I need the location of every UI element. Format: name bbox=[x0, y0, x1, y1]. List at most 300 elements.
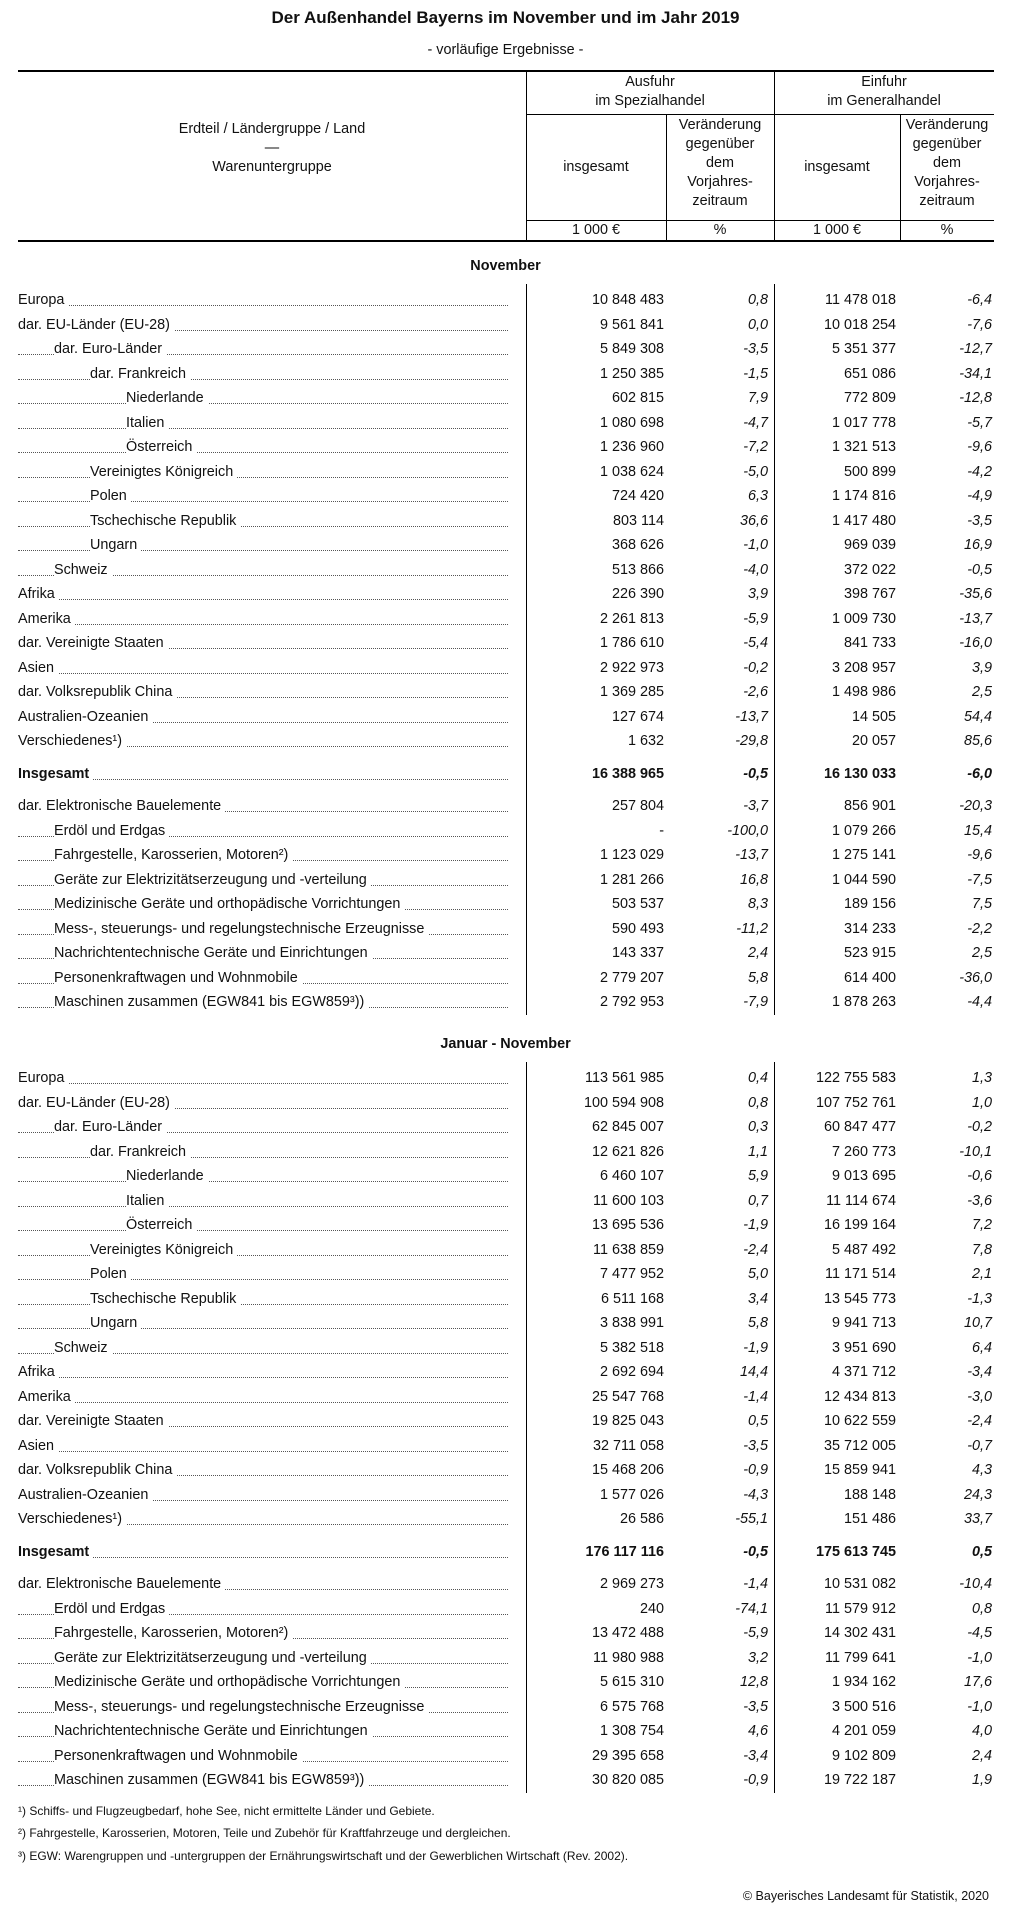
ausfuhr-change: 0,5 bbox=[747, 1413, 768, 1429]
row-label bbox=[18, 1189, 508, 1213]
table-row bbox=[18, 1621, 994, 1645]
row-label bbox=[18, 1140, 508, 1164]
einfuhr-value: 9 941 713 bbox=[831, 1315, 896, 1331]
ausfuhr-value: 6 460 107 bbox=[599, 1168, 664, 1184]
ausfuhr-change: -4,0 bbox=[743, 561, 768, 578]
einfuhr-value: 500 899 bbox=[843, 463, 896, 480]
table-row bbox=[18, 484, 994, 508]
row-label bbox=[18, 1287, 508, 1311]
table-row bbox=[18, 1336, 994, 1360]
table-row bbox=[18, 1091, 994, 1115]
einfuhr-value: 14 302 431 bbox=[823, 1625, 896, 1641]
table-row bbox=[18, 1140, 994, 1164]
ausfuhr-change: 8,3 bbox=[747, 896, 768, 912]
ausfuhr-value: 1 123 029 bbox=[599, 847, 664, 863]
table-header bbox=[18, 70, 994, 242]
einfuhr-change: -1,3 bbox=[967, 1290, 992, 1307]
row-label-text: Polen bbox=[90, 1266, 131, 1282]
ausfuhr-value: 29 395 658 bbox=[591, 1747, 664, 1764]
einfuhr-change: -4,5 bbox=[967, 1625, 992, 1641]
row-label bbox=[18, 843, 508, 867]
leader-dots bbox=[18, 1402, 508, 1403]
table-row bbox=[18, 794, 994, 818]
row-label bbox=[18, 386, 508, 410]
ausfuhr-change: 0,7 bbox=[747, 1192, 768, 1209]
footnote-3: ³) EGW: Warengruppen und -untergruppen der Ernährungswirtschaft und der Gewerblichen Wirtschaft (Rev. 2002). bbox=[18, 1849, 629, 1863]
row-label-text: Schweiz bbox=[54, 562, 112, 578]
row-label bbox=[18, 1540, 508, 1564]
table-row bbox=[18, 1311, 994, 1335]
leader-dots bbox=[18, 673, 508, 674]
table-row bbox=[18, 729, 994, 753]
ausfuhr-value: 513 866 bbox=[611, 561, 664, 578]
table-row bbox=[18, 917, 994, 941]
row-label-text: Personenkraftwagen und Wohnmobile bbox=[54, 1748, 302, 1764]
einfuhr-value: 1 044 590 bbox=[831, 871, 896, 888]
ausfuhr-change: 16,8 bbox=[739, 871, 768, 888]
ausfuhr-change: -55,1 bbox=[735, 1511, 768, 1527]
ausfuhr-change: -3,7 bbox=[743, 798, 768, 814]
row-label bbox=[18, 1572, 508, 1596]
ausfuhr-value: 602 815 bbox=[611, 390, 664, 406]
row-label-text: Mess-, steuerungs- und regelungstechnische Erzeugnisse bbox=[54, 1699, 428, 1715]
einfuhr-value: 9 102 809 bbox=[831, 1747, 896, 1764]
einfuhr-value: 16 199 164 bbox=[823, 1217, 896, 1233]
ausfuhr-value: 6 511 168 bbox=[601, 1290, 664, 1307]
ausfuhr-change: -7,2 bbox=[743, 439, 768, 455]
table-row bbox=[18, 762, 994, 786]
row-label bbox=[18, 1115, 508, 1139]
einfuhr-change: -3,4 bbox=[967, 1364, 992, 1380]
einfuhr-value: 3 208 957 bbox=[831, 659, 896, 676]
table-row bbox=[18, 1507, 994, 1531]
einfuhr-value: 9 013 695 bbox=[831, 1168, 896, 1184]
ausfuhr-value: 127 674 bbox=[611, 708, 664, 725]
table-row bbox=[18, 1213, 994, 1237]
ausfuhr-value: 62 845 007 bbox=[591, 1119, 664, 1135]
ausfuhr-value: 11 638 859 bbox=[593, 1241, 664, 1258]
table-row bbox=[18, 607, 994, 631]
ausfuhr-change: -4,3 bbox=[743, 1486, 768, 1503]
einfuhr-change: 4,3 bbox=[971, 1462, 992, 1478]
row-label bbox=[18, 435, 508, 459]
row-label bbox=[18, 1458, 508, 1482]
ausfuhr-value: 143 337 bbox=[611, 945, 664, 961]
table-row bbox=[18, 362, 994, 386]
einfuhr-change: 3,9 bbox=[971, 659, 992, 676]
einfuhr-change: 15,4 bbox=[963, 822, 992, 839]
row-label bbox=[18, 762, 508, 786]
row-label-text: Verschiedenes¹) bbox=[18, 1511, 126, 1527]
ausfuhr-value: 15 468 206 bbox=[591, 1462, 664, 1478]
row-label-text: dar. Vereinigte Staaten bbox=[18, 1413, 168, 1429]
einfuhr-change: -3,5 bbox=[967, 512, 992, 529]
table-row bbox=[18, 313, 994, 337]
table-row bbox=[18, 656, 994, 680]
table-row bbox=[18, 819, 994, 843]
table-row bbox=[18, 1262, 994, 1286]
ausfuhr-change: -2,4 bbox=[743, 1241, 768, 1258]
row-label-text: dar. Frankreich bbox=[90, 366, 190, 382]
einfuhr-change: 1,0 bbox=[971, 1094, 992, 1111]
row-label bbox=[18, 460, 508, 484]
einfuhr-change: -1,0 bbox=[967, 1649, 992, 1666]
ausfuhr-value: 19 825 043 bbox=[591, 1413, 664, 1429]
row-label-text: Afrika bbox=[18, 586, 59, 602]
ausfuhr-change: 14,4 bbox=[739, 1364, 768, 1380]
einfuhr-change: 2,4 bbox=[971, 1747, 992, 1764]
row-label-text: Nachrichtentechnische Geräte und Einrichtungen bbox=[54, 1723, 372, 1739]
table-row bbox=[18, 705, 994, 729]
row-label bbox=[18, 1091, 508, 1115]
row-label bbox=[18, 1336, 508, 1360]
ausfuhr-value: - bbox=[659, 822, 664, 839]
row-label bbox=[18, 1434, 508, 1458]
einfuhr-change: 7,8 bbox=[971, 1241, 992, 1258]
ausfuhr-change: -5,0 bbox=[743, 463, 768, 480]
ausfuhr-change: 5,8 bbox=[747, 969, 768, 986]
einfuhr-change-header: Veränderung gegenüber dem Vorjahres- zeitraum bbox=[905, 117, 989, 209]
row-label bbox=[18, 1695, 508, 1719]
header-sub-rule bbox=[526, 114, 994, 115]
row-label-text: dar. Elektronische Bauelemente bbox=[18, 1576, 225, 1592]
einfuhr-insgesamt-header: insgesamt bbox=[804, 159, 870, 175]
einfuhr-value: 12 434 813 bbox=[823, 1388, 896, 1405]
row-label-text: Vereinigtes Königreich bbox=[90, 464, 237, 480]
column-separator bbox=[526, 1062, 527, 1793]
row-label-text: dar. Volksrepublik China bbox=[18, 684, 176, 700]
einfuhr-change: 2,5 bbox=[971, 684, 992, 700]
ausfuhr-change: -1,4 bbox=[743, 1576, 768, 1592]
einfuhr-value: 1 275 141 bbox=[831, 847, 896, 863]
einfuhr-value: 10 622 559 bbox=[823, 1413, 896, 1429]
section-title: November bbox=[470, 258, 541, 274]
row-label bbox=[18, 1597, 508, 1621]
einfuhr-change: 10,7 bbox=[963, 1315, 992, 1331]
einfuhr-value: 1 321 513 bbox=[831, 439, 896, 455]
row-label-text: Italien bbox=[126, 415, 168, 431]
ausfuhr-change: -13,7 bbox=[735, 708, 768, 725]
table-row bbox=[18, 1164, 994, 1188]
row-label bbox=[18, 533, 508, 557]
row-label-text: Australien-Ozeanien bbox=[18, 709, 152, 725]
ausfuhr-value: 590 493 bbox=[611, 920, 664, 937]
row-label-text: Österreich bbox=[126, 439, 196, 455]
ausfuhr-change: -1,4 bbox=[743, 1388, 768, 1405]
ausfuhr-value: 1 308 754 bbox=[599, 1723, 664, 1739]
einfuhr-change: 1,3 bbox=[971, 1070, 992, 1086]
ausfuhr-change: -0,9 bbox=[743, 1772, 768, 1788]
einfuhr-value: 14 505 bbox=[851, 708, 896, 725]
einfuhr-change: -10,4 bbox=[959, 1576, 992, 1592]
leader-dots bbox=[18, 1181, 508, 1182]
ausfuhr-value: 13 695 536 bbox=[591, 1217, 664, 1233]
row-label bbox=[18, 819, 508, 843]
row-label-text: dar. EU-Länder (EU-28) bbox=[18, 1095, 174, 1111]
ausfuhr-value: 5 849 308 bbox=[599, 341, 664, 357]
row-label-text: Personenkraftwagen und Wohnmobile bbox=[54, 970, 302, 986]
ausfuhr-value: 226 390 bbox=[611, 586, 664, 602]
row-label bbox=[18, 558, 508, 582]
row-label bbox=[18, 313, 508, 337]
table-row bbox=[18, 1597, 994, 1621]
unit-value: 1 000 € bbox=[812, 222, 861, 238]
section-title: Januar - November bbox=[440, 1036, 571, 1052]
ausfuhr-value: 10 848 483 bbox=[591, 292, 664, 308]
row-label-text: Ungarn bbox=[90, 537, 141, 553]
ausfuhr-change: 0,3 bbox=[747, 1119, 768, 1135]
einfuhr-value: 523 915 bbox=[843, 945, 896, 961]
ausfuhr-change: -5,9 bbox=[743, 1625, 768, 1641]
row-label bbox=[18, 1311, 508, 1335]
ausfuhr-value: 7 477 952 bbox=[599, 1266, 664, 1282]
page-title: Der Außenhandel Bayerns im November und im Jahr 2019 bbox=[271, 8, 740, 27]
row-label-text: Fahrgestelle, Karosserien, Motoren²) bbox=[54, 847, 292, 863]
table-row bbox=[18, 1483, 994, 1507]
table-row bbox=[18, 509, 994, 533]
row-label bbox=[18, 990, 508, 1014]
einfuhr-change: 17,6 bbox=[963, 1674, 992, 1690]
einfuhr-value: 5 351 377 bbox=[831, 341, 896, 357]
ausfuhr-change: -3,5 bbox=[743, 1698, 768, 1715]
row-label-text: dar. Vereinigte Staaten bbox=[18, 635, 168, 651]
ausfuhr-value: 1 577 026 bbox=[599, 1486, 664, 1503]
table-row bbox=[18, 868, 994, 892]
row-label-text: Europa bbox=[18, 292, 68, 308]
ausfuhr-change: -0,5 bbox=[743, 765, 768, 782]
ausfuhr-change: -1,9 bbox=[743, 1339, 768, 1356]
row-label bbox=[18, 794, 508, 818]
row-label-text: Erdöl und Erdgas bbox=[54, 1601, 169, 1617]
row-label bbox=[18, 509, 508, 533]
row-label bbox=[18, 868, 508, 892]
ausfuhr-change: -74,1 bbox=[735, 1600, 768, 1617]
ausfuhr-value: 3 838 991 bbox=[599, 1315, 664, 1331]
row-label bbox=[18, 1483, 508, 1507]
ausfuhr-change: 3,2 bbox=[747, 1649, 768, 1666]
einfuhr-change: 2,5 bbox=[971, 945, 992, 961]
einfuhr-change: -35,6 bbox=[959, 586, 992, 602]
row-label-text: Mess-, steuerungs- und regelungstechnische Erzeugnisse bbox=[54, 921, 428, 937]
table-row bbox=[18, 941, 994, 965]
einfuhr-change: -4,2 bbox=[967, 463, 992, 480]
row-label-text: Ungarn bbox=[90, 1315, 141, 1331]
header-top-rule bbox=[18, 70, 994, 72]
row-label bbox=[18, 1238, 508, 1262]
einfuhr-change: 2,1 bbox=[971, 1266, 992, 1282]
row-label-text: dar. Volksrepublik China bbox=[18, 1462, 176, 1478]
row-label-text: Verschiedenes¹) bbox=[18, 733, 126, 749]
table-row bbox=[18, 288, 994, 312]
einfuhr-change: -2,4 bbox=[967, 1413, 992, 1429]
einfuhr-value: 10 531 082 bbox=[823, 1576, 896, 1592]
row-label bbox=[18, 917, 508, 941]
row-label bbox=[18, 411, 508, 435]
ausfuhr-value: 11 600 103 bbox=[593, 1192, 664, 1209]
table-row bbox=[18, 1670, 994, 1694]
einfuhr-value: 122 755 583 bbox=[815, 1070, 896, 1086]
einfuhr-change: 0,8 bbox=[971, 1600, 992, 1617]
einfuhr-value: 15 859 941 bbox=[823, 1462, 896, 1478]
row-label bbox=[18, 1646, 508, 1670]
ausfuhr-change: 0,8 bbox=[747, 1094, 768, 1111]
ausfuhr-insgesamt-header: insgesamt bbox=[563, 159, 629, 175]
row-label bbox=[18, 1621, 508, 1645]
leader-dots bbox=[18, 1451, 508, 1452]
row-label bbox=[18, 892, 508, 916]
ausfuhr-change: -13,7 bbox=[735, 847, 768, 863]
einfuhr-value: 11 799 641 bbox=[825, 1649, 896, 1666]
row-label-text: Afrika bbox=[18, 1364, 59, 1380]
einfuhr-value: 35 712 005 bbox=[823, 1437, 896, 1454]
einfuhr-change: -12,7 bbox=[959, 341, 992, 357]
ausfuhr-change: 6,3 bbox=[747, 488, 768, 504]
unit-value: 1 000 € bbox=[571, 222, 620, 238]
einfuhr-value: 651 086 bbox=[843, 365, 896, 382]
einfuhr-value: 11 478 018 bbox=[825, 292, 896, 308]
einfuhr-value: 188 148 bbox=[843, 1486, 896, 1503]
ausfuhr-value: 5 615 310 bbox=[599, 1674, 664, 1690]
row-label bbox=[18, 1213, 508, 1237]
table-row bbox=[18, 990, 994, 1014]
ausfuhr-change: -100,0 bbox=[727, 822, 768, 839]
einfuhr-value: 151 486 bbox=[843, 1511, 896, 1527]
einfuhr-change: -4,4 bbox=[967, 994, 992, 1010]
ausfuhr-change: -1,5 bbox=[743, 365, 768, 382]
row-label-text: Australien-Ozeanien bbox=[18, 1487, 152, 1503]
table-row bbox=[18, 1646, 994, 1670]
row-label bbox=[18, 337, 508, 361]
table-row bbox=[18, 558, 994, 582]
einfuhr-value: 398 767 bbox=[843, 586, 896, 602]
table-row bbox=[18, 631, 994, 655]
ausfuhr-change: 3,4 bbox=[747, 1290, 768, 1307]
einfuhr-value: 4 201 059 bbox=[831, 1723, 896, 1739]
einfuhr-change: 7,5 bbox=[971, 896, 992, 912]
unit-pct: % bbox=[713, 222, 727, 238]
ausfuhr-value: 1 236 960 bbox=[599, 439, 664, 455]
ausfuhr-value: 2 792 953 bbox=[599, 994, 664, 1010]
einfuhr-change: -7,6 bbox=[967, 316, 992, 333]
table-row bbox=[18, 1066, 994, 1090]
row-label-text: Fahrgestelle, Karosserien, Motoren²) bbox=[54, 1625, 292, 1641]
einfuhr-header: Einfuhr im Generalhandel bbox=[827, 74, 941, 109]
einfuhr-change: 24,3 bbox=[963, 1486, 992, 1503]
ausfuhr-value: 1 080 698 bbox=[599, 414, 664, 431]
einfuhr-change: -9,6 bbox=[967, 439, 992, 455]
row-label-text: dar. Euro-Länder bbox=[54, 1119, 166, 1135]
leader-dots bbox=[18, 599, 508, 600]
ausfuhr-value: 12 621 826 bbox=[591, 1143, 664, 1160]
row-label-text: Medizinische Geräte und orthopädische Vorrichtungen bbox=[54, 896, 404, 912]
ausfuhr-change: -3,5 bbox=[743, 341, 768, 357]
ausfuhr-value: 503 537 bbox=[611, 896, 664, 912]
row-label-text: Insgesamt bbox=[18, 1544, 93, 1560]
table-row bbox=[18, 1744, 994, 1768]
ausfuhr-value: 803 114 bbox=[613, 512, 664, 529]
einfuhr-change: -0,5 bbox=[967, 561, 992, 578]
ausfuhr-value: 9 561 841 bbox=[599, 316, 664, 333]
ausfuhr-change: 36,6 bbox=[739, 512, 768, 529]
table-row bbox=[18, 460, 994, 484]
row-label bbox=[18, 1744, 508, 1768]
einfuhr-change: -3,0 bbox=[967, 1388, 992, 1405]
table-row bbox=[18, 1719, 994, 1743]
einfuhr-value: 13 545 773 bbox=[823, 1290, 896, 1307]
row-label-text: Asien bbox=[18, 1438, 58, 1454]
ausfuhr-change: 0,0 bbox=[747, 316, 768, 333]
row-label-text: Tschechische Republik bbox=[90, 513, 240, 529]
einfuhr-change: 7,2 bbox=[971, 1217, 992, 1233]
einfuhr-value: 175 613 745 bbox=[815, 1543, 896, 1560]
row-label bbox=[18, 705, 508, 729]
ausfuhr-change: 12,8 bbox=[739, 1674, 768, 1690]
row-label-text: Schweiz bbox=[54, 1340, 112, 1356]
einfuhr-value: 969 039 bbox=[843, 537, 896, 553]
ausfuhr-change: 7,9 bbox=[747, 390, 768, 406]
row-label-text: Asien bbox=[18, 660, 58, 676]
row-label-text: Nachrichtentechnische Geräte und Einrichtungen bbox=[54, 945, 372, 961]
einfuhr-value: 107 752 761 bbox=[815, 1094, 896, 1111]
einfuhr-value: 1 174 816 bbox=[831, 488, 896, 504]
leader-dots bbox=[18, 624, 508, 625]
row-label bbox=[18, 1385, 508, 1409]
row-label-text: dar. EU-Länder (EU-28) bbox=[18, 317, 174, 333]
ausfuhr-value: 32 711 058 bbox=[593, 1437, 664, 1454]
ausfuhr-value: 724 420 bbox=[611, 488, 664, 504]
leader-dots bbox=[18, 1230, 508, 1231]
einfuhr-change: -13,7 bbox=[959, 610, 992, 627]
row-label-text: Amerika bbox=[18, 1389, 75, 1405]
ausfuhr-value: 1 369 285 bbox=[599, 684, 664, 700]
row-label bbox=[18, 966, 508, 990]
row-label bbox=[18, 1066, 508, 1090]
einfuhr-value: 1 934 162 bbox=[831, 1674, 896, 1690]
einfuhr-change: -2,2 bbox=[967, 920, 992, 937]
einfuhr-change: 85,6 bbox=[963, 733, 992, 749]
einfuhr-change: -36,0 bbox=[959, 969, 992, 986]
ausfuhr-value: 2 779 207 bbox=[599, 969, 664, 986]
einfuhr-change: -16,0 bbox=[959, 635, 992, 651]
unit-pct: % bbox=[940, 222, 954, 238]
einfuhr-change: 6,4 bbox=[971, 1339, 992, 1356]
table-row bbox=[18, 680, 994, 704]
table-row bbox=[18, 1434, 994, 1458]
einfuhr-change: -7,5 bbox=[967, 871, 992, 888]
ausfuhr-change: -0,9 bbox=[743, 1462, 768, 1478]
einfuhr-change: -6,4 bbox=[967, 292, 992, 308]
ausfuhr-value: 113 561 985 bbox=[585, 1070, 664, 1086]
row-label-text: Insgesamt bbox=[18, 766, 93, 782]
table-row bbox=[18, 533, 994, 557]
ausfuhr-change: 4,6 bbox=[747, 1723, 768, 1739]
einfuhr-change: -12,8 bbox=[959, 390, 992, 406]
table-row bbox=[18, 843, 994, 867]
row-label-header: Erdteil / Ländergruppe / Land — Warenuntergruppe bbox=[178, 121, 366, 175]
row-label-text: Geräte zur Elektrizitätserzeugung und -verteilung bbox=[54, 872, 371, 888]
ausfuhr-change: 0,8 bbox=[747, 292, 768, 308]
row-label-text: Niederlande bbox=[126, 390, 208, 406]
ausfuhr-change: -7,9 bbox=[743, 994, 768, 1010]
einfuhr-change: -6,0 bbox=[967, 765, 992, 782]
ausfuhr-change: -2,6 bbox=[743, 684, 768, 700]
ausfuhr-value: 2 969 273 bbox=[599, 1576, 664, 1592]
einfuhr-change: -9,6 bbox=[967, 847, 992, 863]
ausfuhr-change: -3,4 bbox=[743, 1747, 768, 1764]
einfuhr-value: 1 417 480 bbox=[831, 512, 896, 529]
table-row bbox=[18, 435, 994, 459]
ausfuhr-value: 25 547 768 bbox=[591, 1388, 664, 1405]
